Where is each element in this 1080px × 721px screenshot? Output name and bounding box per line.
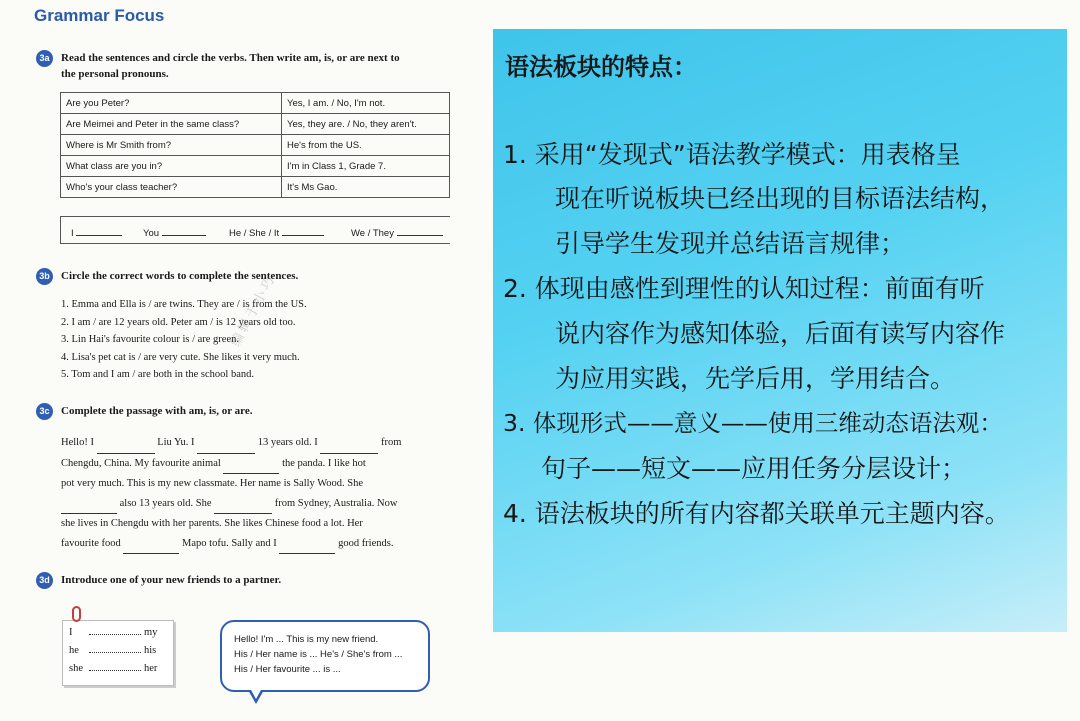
badge-3b: 3b (36, 268, 53, 285)
answer-blank[interactable] (76, 225, 122, 236)
table-row (61, 114, 450, 135)
table-cell-answer: He's from the US. (282, 135, 450, 156)
note-key: he (69, 645, 79, 656)
answer-blank[interactable] (397, 225, 443, 236)
list-item: 2. I am / are 12 years old. Peter am / is 12 years old too. (61, 316, 296, 328)
page-title: Grammar Focus (34, 6, 165, 25)
pronoun-label: I (71, 228, 74, 239)
answer-blank[interactable] (162, 225, 206, 236)
answer-blank[interactable] (97, 433, 155, 454)
passage-text: 13 years old. I (257, 437, 318, 448)
passage-text: Hello! I (61, 437, 94, 448)
table-cell-question: Are you Peter? (61, 93, 282, 114)
panel-line: 句子——短文——应用任务分层设计； (541, 454, 967, 483)
passage-text: Mapo tofu. Sally and I (182, 537, 277, 549)
table-cell-answer: Yes, they are. / No, they aren't. (282, 114, 450, 135)
table-cell-question: Who's your class teacher? (61, 177, 282, 198)
sentence-list (61, 296, 307, 384)
answer-blank[interactable] (214, 494, 272, 515)
passage-line: she lives in Chengdu with her parents. She likes Chinese food a lot. Her (61, 518, 363, 529)
instruction-3b: Circle the correct words to complete the sentences. (61, 270, 299, 282)
badge-3d: 3d (36, 572, 53, 589)
answer-blank[interactable] (320, 433, 378, 454)
passage (61, 433, 451, 554)
passage-text: good friends. (338, 537, 394, 549)
passage-line (61, 494, 451, 515)
passage-line (61, 534, 451, 555)
note-value: her (144, 663, 158, 674)
panel-line: 4. 语法板块的所有内容都关联单元主题内容。 (503, 499, 1010, 528)
answer-blank[interactable] (197, 433, 255, 454)
note-value: my (144, 627, 158, 638)
passage-text: the panda. I like hot (282, 457, 366, 469)
pronoun-item (71, 225, 122, 239)
watermark: 编辑于小巧 (228, 271, 280, 350)
passage-line: pot very much. This is my new classmate. Her name is Sally Wood. She (61, 478, 364, 489)
pronoun-note-card (62, 620, 174, 686)
pronoun-box (60, 216, 450, 244)
list-item: 3. Lin Hai's favourite colour is / are green. (61, 334, 239, 345)
pronoun-item (229, 225, 324, 239)
instruction-3a-line1: Read the sentences and circle the verbs. Then write am, is, or are next to (61, 52, 400, 64)
instruction-3c: Complete the passage with am, is, or are. (61, 405, 253, 417)
panel-line: 引导学生发现并总结语言规律； (555, 229, 906, 258)
answer-blank[interactable] (223, 454, 279, 475)
pronoun-label: He / She / It (229, 228, 280, 239)
passage-text: from Sydney, Australia. Now (274, 497, 398, 509)
table-cell-question: What class are you in? (61, 156, 282, 177)
panel-line: 1. 采用“发现式”语法教学模式：用表格呈 (503, 140, 961, 169)
note-value: his (144, 645, 157, 656)
panel-title: 语法板块的特点： (505, 53, 697, 81)
table-row (61, 156, 450, 177)
badge-3c: 3c (36, 403, 53, 420)
list-item: 1. Emma and Ella is / are twins. They are / is from the US. (61, 299, 307, 310)
note-row (69, 645, 156, 656)
table-cell-answer: Yes, I am. / No, I'm not. (282, 93, 450, 114)
panel-line: 现在听说板块已经出现的目标语法结构， (555, 184, 1006, 213)
speech-bubble (220, 620, 430, 692)
bubble-line: Hello! I'm ... This is my new friend. (234, 634, 379, 645)
bubble-line: His / Her name is ... He's / She's from ... (234, 649, 403, 660)
list-item: 4. Lisa's pet cat is / are very cute. She likes it very much. (61, 351, 300, 363)
table-row (61, 93, 450, 114)
answer-blank[interactable] (279, 534, 335, 555)
note-key: I (69, 627, 73, 638)
passage-text: favourite food (61, 537, 121, 549)
answer-blank[interactable] (61, 494, 117, 515)
table-cell-question: Are Meimei and Peter in the same class? (61, 114, 282, 135)
bubble-line: His / Her favourite ... is ... (234, 664, 341, 675)
panel-line: 2. 体现由感性到理性的认知过程：前面有听 (503, 274, 985, 303)
pronoun-label: We / They (351, 228, 394, 239)
table-row (61, 135, 450, 156)
passage-line (61, 454, 451, 475)
list-item: 5. Tom and I am / are both in the school band. (61, 369, 254, 380)
pronoun-item (143, 225, 206, 239)
note-row (69, 627, 157, 638)
instruction-3d: Introduce one of your new friends to a partner. (61, 574, 282, 586)
textbook-page (0, 0, 470, 721)
paperclip-icon (72, 606, 81, 622)
verbs-table (60, 92, 450, 198)
table-cell-answer: I'm in Class 1, Grade 7. (282, 156, 450, 177)
badge-3a: 3a (36, 50, 53, 67)
answer-blank[interactable] (282, 225, 324, 236)
panel-line: 说内容作为感知体验，后面有读写内容作 (555, 319, 1006, 348)
pronoun-label: You (143, 228, 160, 239)
pronoun-item (351, 225, 443, 239)
passage-line (61, 433, 451, 454)
table-row (61, 177, 450, 198)
passage-text: Liu Yu. I (157, 437, 195, 448)
passage-text: from (381, 437, 402, 448)
note-key: she (69, 663, 83, 674)
features-panel (493, 29, 1067, 632)
answer-blank[interactable] (123, 534, 179, 555)
panel-line: 为应用实践，先学后用，学用结合。 (555, 364, 956, 393)
table-cell-answer: It's Ms Gao. (282, 177, 450, 198)
panel-line: 3. 体现形式——意义——使用三维动态语法观： (503, 409, 1003, 437)
table-cell-question: Where is Mr Smith from? (61, 135, 282, 156)
instruction-3a-line2: the personal pronouns. (61, 68, 169, 80)
passage-text: Chengdu, China. My favourite animal (61, 457, 221, 469)
note-row (69, 663, 157, 674)
passage-text: also 13 years old. She (119, 497, 212, 509)
